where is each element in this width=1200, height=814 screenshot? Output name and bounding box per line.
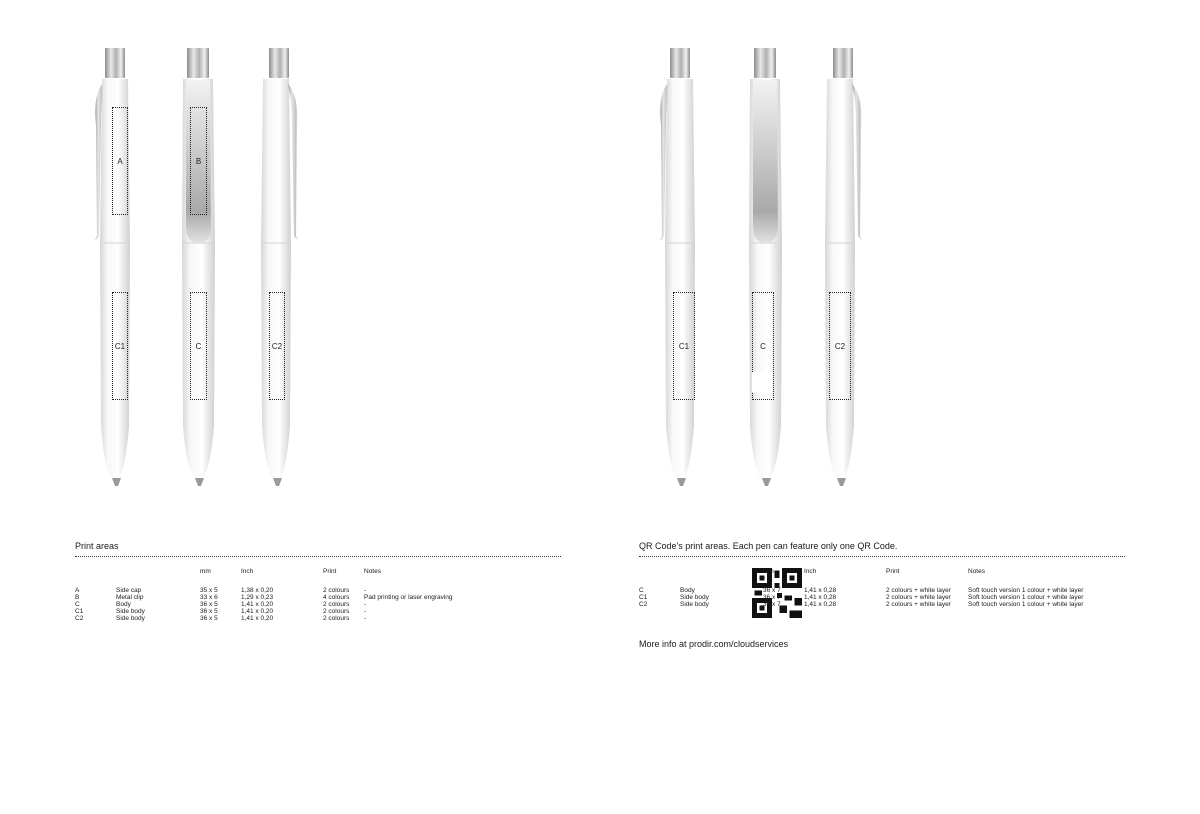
table-row	[639, 587, 1118, 594]
table-header: mm	[200, 568, 211, 575]
table-header: Print	[886, 568, 900, 575]
table-header: Print	[323, 568, 337, 575]
table-row	[75, 615, 524, 622]
table-row	[639, 601, 1118, 608]
table-cell: Side body	[680, 594, 709, 601]
table-cell: Side body	[116, 615, 145, 622]
table-cell: 36 x 7	[763, 594, 781, 601]
table-header	[75, 568, 116, 587]
table-cell: 1,41 x 0,28	[804, 587, 837, 594]
table-cell: C	[639, 587, 644, 594]
print-area-c2	[829, 292, 851, 400]
table-cell: 36 x 5	[200, 615, 218, 622]
print-area-c	[190, 292, 207, 400]
table-cell: 2 colours	[323, 601, 350, 608]
pen-front-view	[740, 46, 790, 488]
table-cell: -	[364, 615, 367, 622]
table-cell: Body	[680, 587, 695, 594]
table-header	[680, 568, 763, 587]
print-area-label: A	[117, 156, 123, 166]
pen-side-view-right	[823, 46, 873, 488]
table-cell: Side body	[116, 608, 145, 615]
print-area-label: C1	[678, 341, 690, 351]
table-cell: -	[364, 587, 367, 594]
table-header-row	[639, 568, 1118, 587]
table-cell: 2 colours	[323, 615, 350, 622]
print-area-label: C	[760, 341, 766, 351]
table-header-row	[75, 568, 524, 587]
table-row	[75, 608, 524, 615]
table-cell: 2 colours	[323, 587, 350, 594]
table-cell: 1,41 x 0,20	[241, 608, 274, 615]
qr-code-print-areas-section	[600, 0, 1200, 700]
table-cell: Soft touch version 1 colour + white layer	[968, 594, 1084, 601]
table-cell: B	[75, 594, 80, 601]
table-cell: 1,29 x 0,23	[241, 594, 274, 601]
table-cell: 35 x 5	[200, 587, 218, 594]
table-cell: A	[75, 587, 80, 594]
table-cell: 36 x 5	[200, 601, 218, 608]
table-cell: 1,41 x 0,20	[241, 601, 274, 608]
table-header: Notes	[364, 568, 381, 575]
table-cell: 1,41 x 0,28	[804, 594, 837, 601]
print-areas-table	[75, 568, 524, 622]
table-cell: -	[364, 601, 367, 608]
table-cell: C1	[75, 608, 84, 615]
pen-side-view-right	[257, 46, 307, 488]
print-area-a	[112, 107, 128, 215]
print-area-label: C	[195, 341, 202, 351]
more-info-text: More info at prodir.com/cloudservices	[639, 639, 789, 649]
table-cell: C2	[639, 601, 648, 608]
print-areas-section	[0, 0, 600, 700]
dotted-divider	[639, 556, 1125, 557]
table-cell: Soft touch version 1 colour + white layer	[968, 601, 1084, 608]
qr-print-areas-table	[639, 568, 1118, 608]
print-area-label: C2	[271, 341, 283, 351]
table-row	[75, 601, 524, 608]
print-area-label: C1	[114, 341, 126, 351]
table-header	[116, 568, 200, 587]
table-cell: -	[364, 608, 367, 615]
table-cell: Side cap	[116, 587, 142, 594]
table-cell: 1,41 x 0,28	[804, 601, 837, 608]
table-cell: 2 colours	[323, 608, 350, 615]
table-row	[75, 594, 524, 601]
table-cell: 2 colours + white layer	[886, 594, 951, 601]
pen-side-view-left	[655, 46, 705, 488]
table-cell: 33 x 6	[200, 594, 218, 601]
table-cell: 2 colours + white layer	[886, 587, 951, 594]
table-cell: Side body	[680, 601, 709, 608]
table-cell: 1,41 x 0,20	[241, 615, 274, 622]
table-row	[639, 594, 1118, 601]
print-area-c2	[269, 292, 285, 400]
table-cell: 2 colours + white layer	[886, 601, 951, 608]
table-cell: Pad printing or laser engraving	[364, 594, 453, 601]
table-cell: Body	[116, 601, 131, 608]
pen-front-view	[175, 46, 225, 488]
qr-print-areas-title: QR Code's print areas. Each pen can feature only one QR Code.	[639, 541, 898, 551]
table-cell: Metal clip	[116, 594, 144, 601]
print-areas-title: Print areas	[75, 541, 119, 551]
table-header: Inch	[804, 568, 817, 575]
table-header	[639, 568, 680, 587]
table-cell: C	[75, 601, 80, 608]
print-area-b	[190, 107, 207, 215]
print-area-c1	[112, 292, 128, 400]
table-cell: 36 x 7	[763, 601, 781, 608]
table-header: Inch	[241, 568, 254, 575]
table-header: mm	[763, 568, 774, 575]
table-cell: C1	[639, 594, 648, 601]
table-cell: C2	[75, 615, 84, 622]
table-header: Notes	[968, 568, 985, 575]
print-area-label: C2	[834, 341, 846, 351]
qr-code-icon	[752, 372, 772, 392]
table-cell: 36 x 7	[763, 587, 781, 594]
table-cell: Soft touch version 1 colour + white layer	[968, 587, 1084, 594]
dotted-divider	[75, 556, 561, 557]
table-cell: 36 x 5	[200, 608, 218, 615]
print-area-label: B	[195, 156, 202, 166]
pen-side-view-left	[95, 46, 145, 488]
print-area-c1	[673, 292, 695, 400]
table-cell: 4 colours	[323, 594, 350, 601]
table-cell: 1,38 x 0,20	[241, 587, 274, 594]
table-row	[75, 587, 524, 594]
